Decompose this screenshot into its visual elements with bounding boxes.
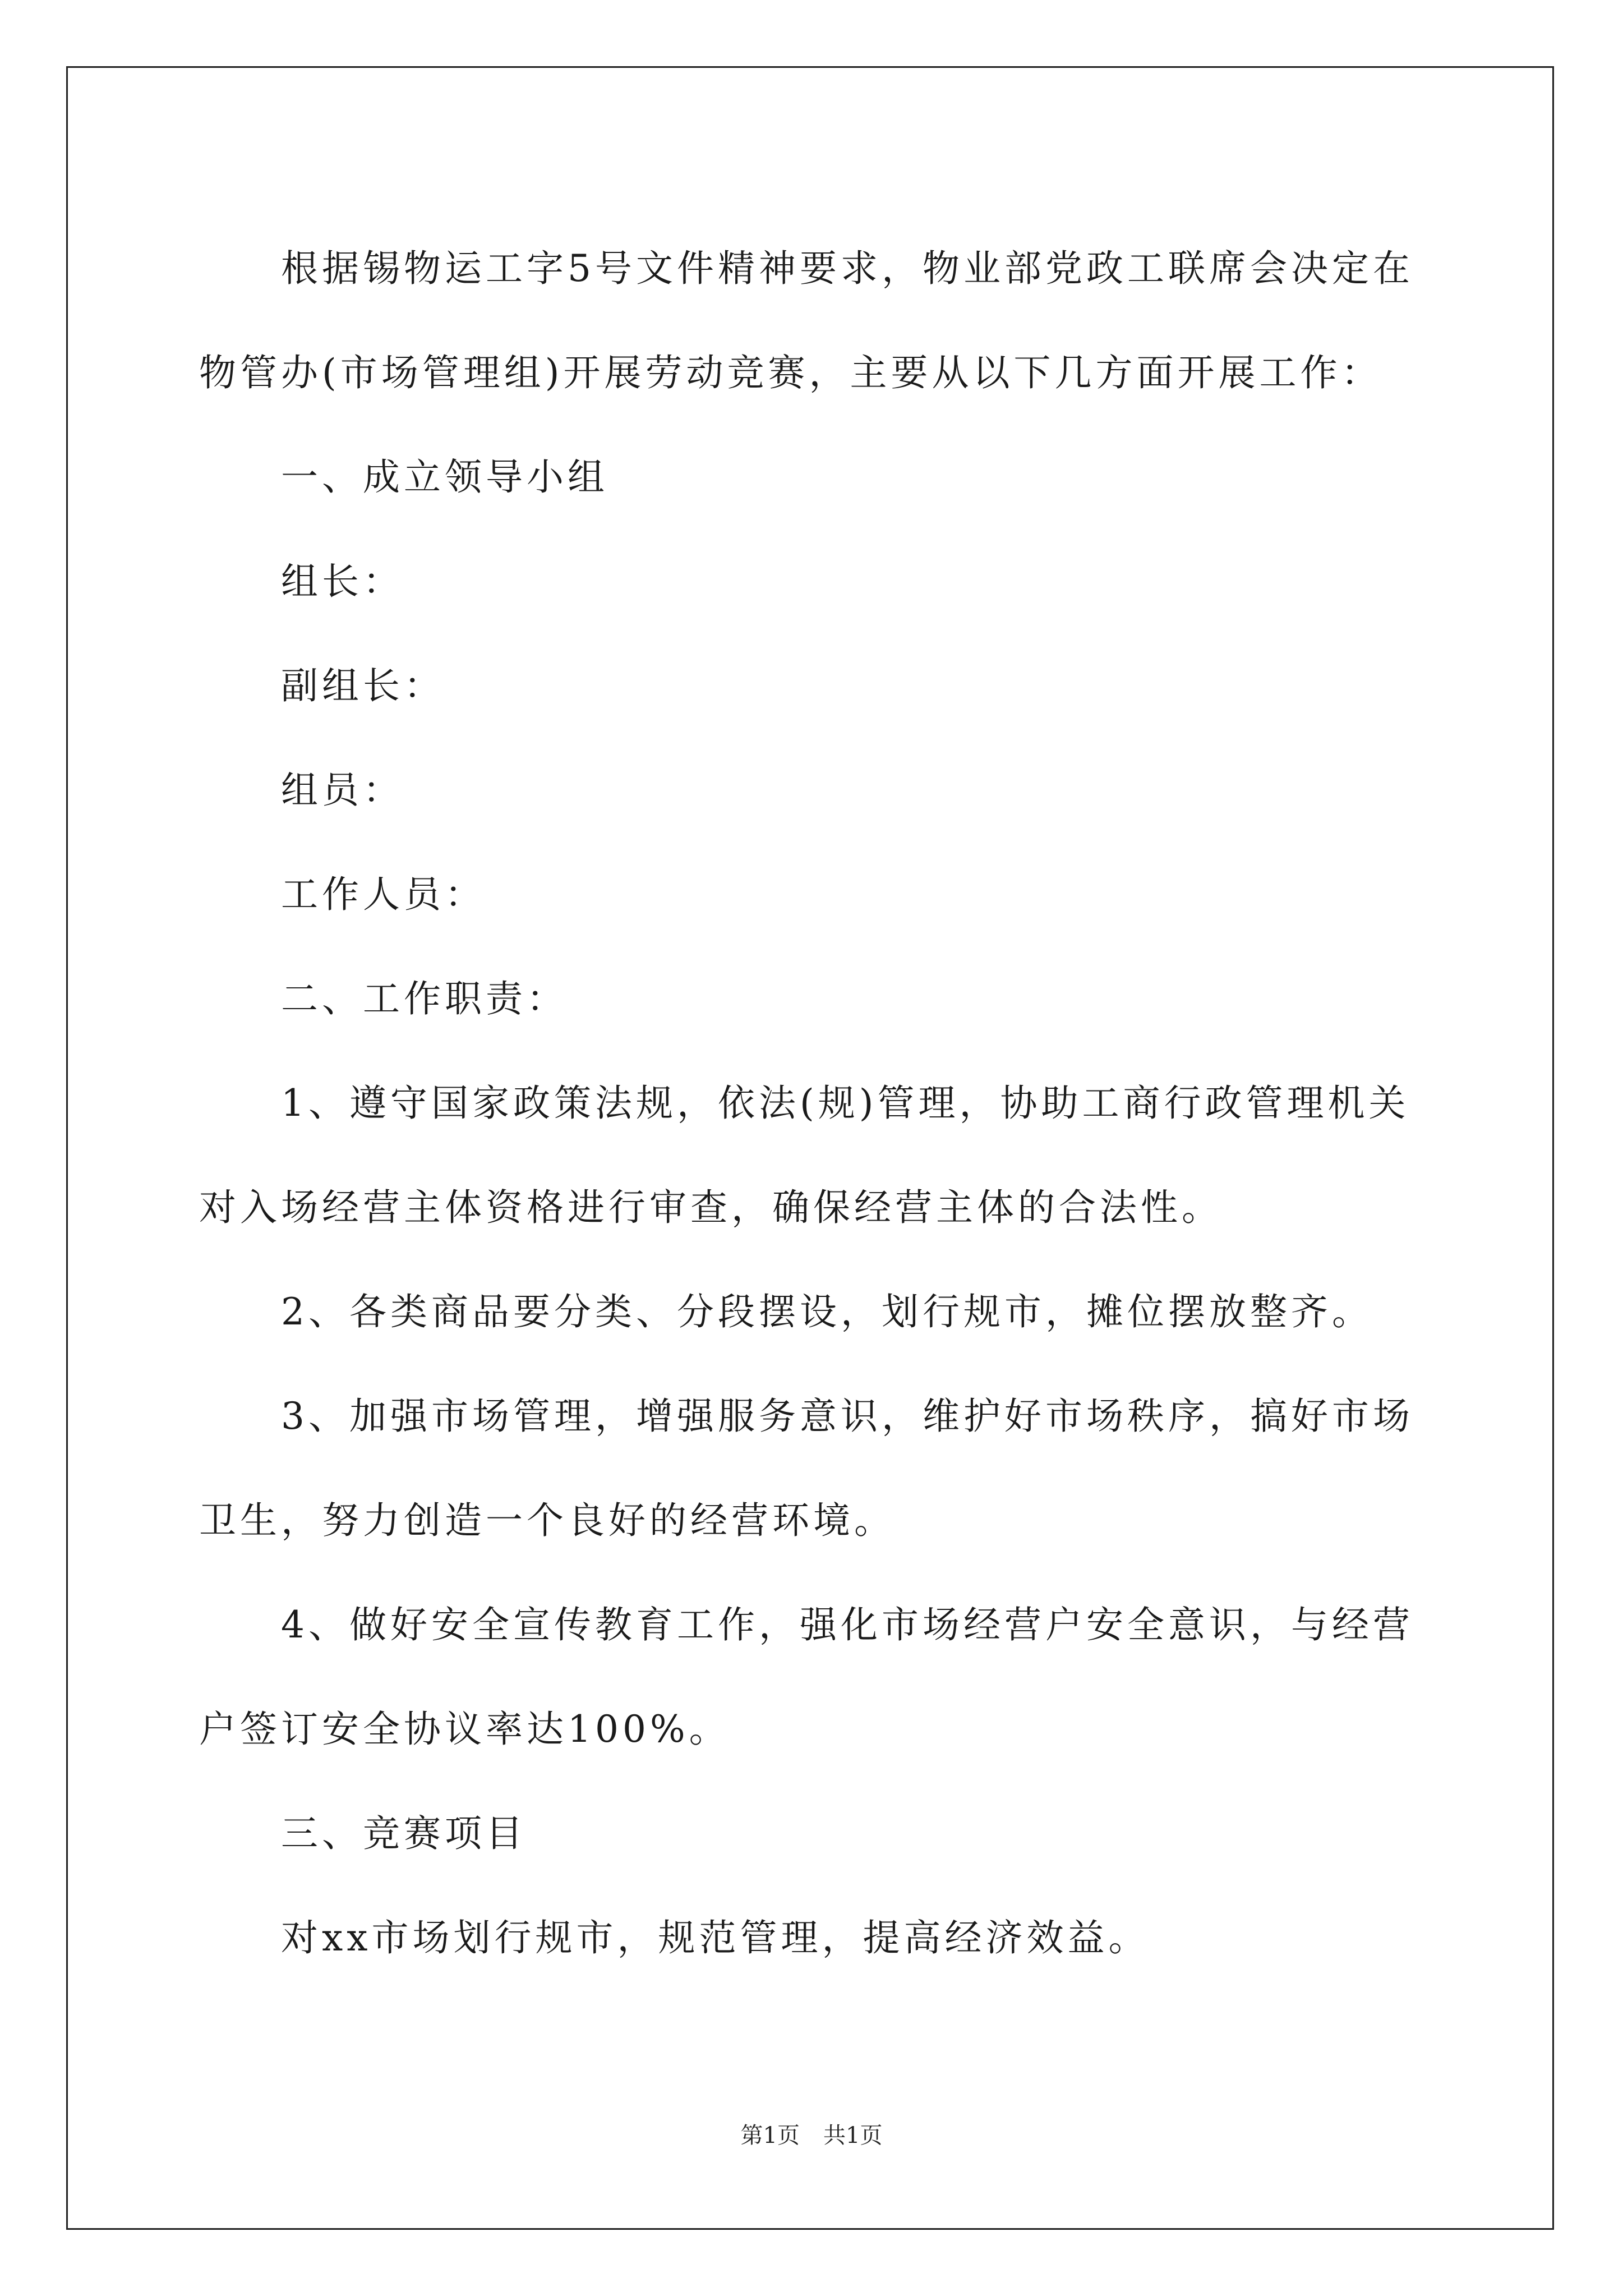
total-pages: 共1页 [823, 2123, 883, 2148]
section-heading-leadership-group: 一、成立领导小组 [281, 455, 608, 499]
staff-label: 工作人员： [281, 873, 486, 916]
section-heading-competition-items: 三、竞赛项目 [281, 1812, 527, 1855]
group-members-label: 组员： [281, 769, 404, 812]
section-heading-duties: 二、工作职责： [281, 977, 568, 1020]
deputy-leader-label: 副组长： [281, 664, 445, 707]
page-number: 第1页 [740, 2123, 800, 2148]
paragraph-intro: 根据锡物运工字5号文件精神要求，物业部党政工联席会决定在物管办(市场管理组)开展劳动竞赛，主要从以下几方面开展工作： [199, 247, 1414, 394]
duty-item-2: 2、各类商品要分类、分段摆设，划行规市，摊位摆放整齐。 [281, 1290, 1373, 1333]
duty-item-4: 4、做好安全宣传教育工作，强化市场经营户安全意识，与经营户签订安全协议率达100%。 [199, 1603, 1414, 1751]
page-footer [0, 2122, 1623, 2150]
document-body [199, 217, 1427, 1990]
group-leader-label: 组长： [281, 560, 404, 603]
competition-item: 对xx市场划行规市，规范管理，提高经济效益。 [281, 1916, 1150, 1959]
duty-item-1: 1、遵守国家政策法规，依法(规)管理，协助工商行政管理机关对入场经营主体资格进行审查，确保经营主体的合法性。 [199, 1082, 1410, 1229]
duty-item-3: 3、加强市场管理，增强服务意识，维护好市场秩序，搞好市场卫生，努力创造一个良好的经营环境。 [199, 1395, 1414, 1542]
